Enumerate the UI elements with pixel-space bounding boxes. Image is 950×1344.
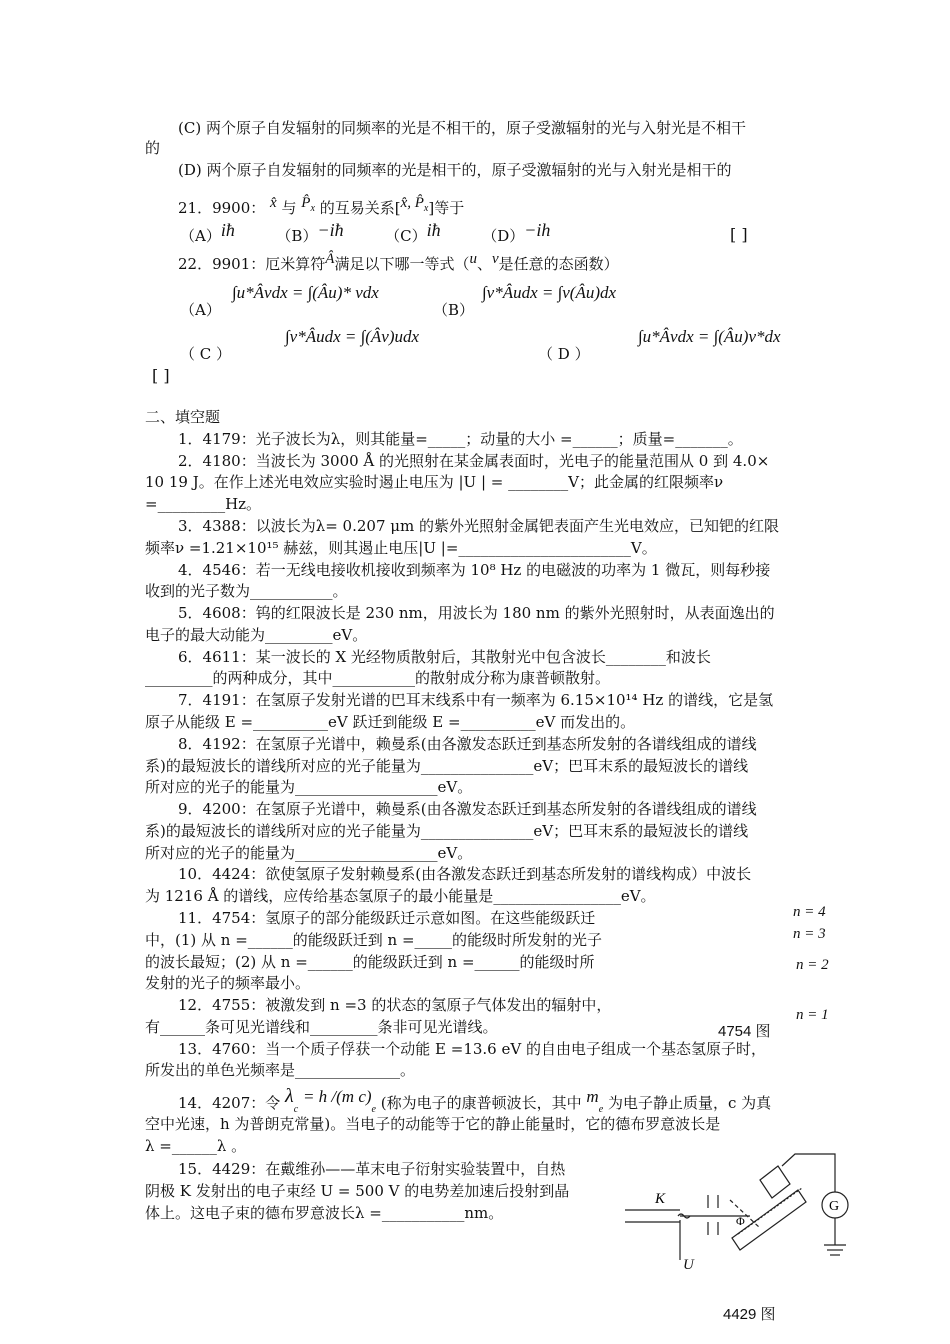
- fill-q8-line2: 系)的最短波长的谱线所对应的光子能量为_______________eV；巴耳末系的最短波长的谱线: [145, 757, 749, 775]
- fill-q5-line1: 5．4608：钨的红限波长是 230 nm，用波长为 180 nm 的紫外光照射时，从表面逸出的: [178, 604, 775, 622]
- fill-q3-line2: 频率ν =1.21×10¹⁵ 赫兹，则其遏止电压|U |=_______________________V。: [145, 539, 657, 557]
- q22-sep: 、: [476, 255, 492, 273]
- level-n4: n = 4: [793, 904, 826, 920]
- detector-wire: [782, 1154, 835, 1192]
- q22-opt-b-label: （B）: [433, 301, 475, 319]
- q14-m: m: [586, 1087, 599, 1106]
- fill-q11-line2: 中，(1) 从 n =______的能级跃迁到 n =_____的能级时所发射的光子: [145, 931, 603, 949]
- q22-stem-end: 是任意的态函数）: [498, 255, 619, 273]
- q22-opt-d-expr: ∫u*Âvdx = ∫(Âu)v*dx: [638, 327, 781, 346]
- q14-lambda: λ: [285, 1085, 294, 1107]
- q21-stem-and: 与: [281, 199, 297, 217]
- fill-q14-line2: 空中光速，h 为普朗克常量)。当电子的动能等于它的静止能量时，它的德布罗意波长是: [145, 1115, 721, 1133]
- fill-q13-line1: 13．4760：当一个质子俘获一个动能 E =13.6 eV 的自由电子组成一个基态氢原子时，: [178, 1040, 766, 1058]
- q21-opt-a-value: iħ: [220, 220, 235, 240]
- fill-q14-line3: λ =______λ 。: [145, 1137, 247, 1155]
- q21-opt-b-label: （B）: [276, 227, 318, 245]
- fill-q7-line2: 原子从能级 E =__________eV 跃迁到能级 E =__________eV 而发出的。: [145, 713, 636, 731]
- fill-q10-line2: 为 1216 Å 的谱线，应传给基态氢原子的最小能量是_________________eV。: [145, 887, 656, 905]
- figure-4754-caption: 4754 图: [718, 1023, 771, 1040]
- level-n1: n = 1: [796, 1007, 829, 1023]
- q14-note: (称为电子的康普顿波长，其中: [380, 1094, 582, 1112]
- fill-q11-line4: 发射的光子的频率最小。: [145, 974, 311, 992]
- option-d-line: (D) 两个原子自发辐射的同频率的光是相干的，原子受激辐射的光与入射光是相干的: [178, 161, 732, 179]
- figure-4429-caption: 4429 图: [723, 1306, 776, 1323]
- q21-number: 21．9900：: [178, 199, 266, 217]
- option-c-line2: 的: [145, 139, 161, 157]
- fill-q3-line1: 3．4388：以波长为λ= 0.207 μm 的紫外光照射金属钯表面产生光电效应，已知钯的红限: [178, 517, 780, 535]
- fill-q15-line2: 阴极 K 发射出的电子束经 U = 500 V 的电势差加速后投射到晶: [145, 1182, 570, 1200]
- fill-q13-line2: 所发出的单色光频率是______________。: [145, 1061, 416, 1079]
- q21-opt-c-label: （C）: [385, 227, 427, 245]
- q21-opt-a-label: （A）: [180, 227, 221, 245]
- fill-q8-line3: 所对应的光子的能量为___________________eV。: [145, 778, 473, 796]
- fill-q9-line3: 所对应的光子的能量为___________________eV。: [145, 844, 473, 862]
- p-hat-operator: $P̂_x$: [301, 195, 315, 214]
- fill-q2-line3: =_________Hz。: [145, 495, 262, 513]
- q21-answer-bracket[interactable]: [ ]: [730, 225, 748, 244]
- fill-q2-line2: 10 19 J。在作上述光电效应实验时遏止电压为 |U | = ________V；此金属的红限频率ν: [145, 473, 724, 491]
- normal-line: [730, 1200, 760, 1228]
- q21-stem-relation: 的互易关系[: [319, 199, 401, 217]
- q22-opt-c-label: （ C ）: [180, 345, 232, 363]
- level-n2: n = 2: [796, 957, 829, 973]
- fill-q9-line2: 系)的最短波长的谱线所对应的光子能量为_______________eV；巴耳末系的最短波长的谱线: [145, 822, 749, 840]
- q21-opt-c-value: iħ: [426, 220, 441, 240]
- q14-formula: = h /(m c): [302, 1087, 372, 1106]
- q21-opt-d-label: （D）: [482, 227, 525, 245]
- q21-opt-b-value: −iħ: [317, 220, 344, 240]
- fill-q15-line1: 15．4429：在戴维孙——革末电子衍射实验装置中，自热: [178, 1160, 566, 1178]
- q22-opt-a-label: （A）: [180, 301, 221, 319]
- q14-m-sub: e: [598, 1104, 604, 1115]
- label-u: U: [683, 1257, 694, 1273]
- fill-q8-line1: 8．4192：在氢原子光谱中，赖曼系(由各激发态跃迁到基态所发射的各谱线组成的谱线: [178, 735, 757, 753]
- q21-options: [180, 220, 551, 246]
- a-hat-operator: Â: [325, 251, 335, 267]
- fill-q15-line3: 体上。这电子束的德布罗意波长λ =___________nm。: [145, 1204, 504, 1222]
- fill-q5-line2: 电子的最大动能为_________eV。: [145, 626, 368, 644]
- q22-var-v: v: [491, 251, 499, 267]
- fill-q10-line1: 10．4424：欲使氢原子发射赖曼系(由各激发态跃迁到基态所发射的谱线构成）中波长: [178, 865, 752, 883]
- fill-q12-line1: 12．4755：被激发到 n =3 的状态的氢原子气体发出的辐射中，: [178, 996, 612, 1014]
- q14-prefix: 14．4207：令: [178, 1094, 281, 1112]
- level-n3: n = 3: [793, 926, 826, 942]
- q22-var-u: u: [469, 251, 477, 267]
- option-c-line1: (C) 两个原子自发辐射的同频率的光是不相干的，原子受激辐射的光与入射光是不相干: [178, 119, 746, 137]
- fill-q4-line2: 收到的光子数为___________。: [145, 582, 348, 600]
- q22-stem: [178, 251, 619, 275]
- section-title: 二、填空题: [145, 408, 221, 426]
- q14-lambda-sub: c: [293, 1104, 299, 1115]
- fill-q12-line2: 有______条可见光谱线和_________条非可见光谱线。: [145, 1018, 498, 1036]
- q22-opt-b-expr: ∫v*Âudx = ∫v(Âu)dx: [482, 283, 617, 302]
- q22-opt-c-expr: ∫v*Âudx = ∫(Âv)udx: [285, 327, 420, 346]
- q22-opt-d-label: （ D ）: [538, 345, 590, 363]
- x-hat-operator: x̂: [270, 195, 277, 211]
- fill-q6-line2: _________的两种成分，其中___________的散射成分称为康普顿散射。: [145, 669, 611, 687]
- fill-q6-line1: 6．4611：某一波长的 X 光经物质散射后，其散射光中包含波长________和波长: [178, 648, 711, 666]
- davisson-germer-apparatus: [620, 1150, 870, 1270]
- q21-opt-d-value: −ih: [524, 220, 551, 240]
- label-k: K: [655, 1191, 666, 1207]
- q22-opt-a-expr: ∫u*Âvdx = ∫(Âu)* vdx: [232, 283, 379, 302]
- q22-number: 22．9901：厄米算符: [178, 255, 326, 273]
- fill-q7-line1: 7．4191：在氢原子发射光谱的巴耳末线系中有一频率为 6.15×10¹⁴ Hz 的谱线，它是氢: [178, 691, 774, 709]
- fill-q1: 1．4179：光子波长为λ，则其能量=_____；动量的大小 =______；质量=_______。: [178, 430, 743, 448]
- q22-stem-mid: 满足以下哪一等式（: [334, 255, 470, 273]
- fill-q9-line1: 9．4200：在氢原子光谱中，赖曼系(由各激发态跃迁到基态所发射的各谱线组成的谱线: [178, 800, 757, 818]
- label-g: G: [829, 1199, 840, 1214]
- q14-formula-sub: e: [371, 1104, 376, 1115]
- label-phi: Φ: [736, 1214, 745, 1228]
- fill-q11-line3: 的波长最短；(2) 从 n =______的能级跃迁到 n =______的能级时所: [145, 953, 595, 971]
- fill-q11-line1: 11．4754：氢原子的部分能级跃迁示意如图。在这些能级跃迁: [178, 909, 596, 927]
- fill-q4-line1: 4．4546：若一无线电接收机接收到频率为 10⁸ Hz 的电磁波的功率为 1 微瓦，则每秒接: [178, 561, 771, 579]
- q21-stem-equals: ]等于: [428, 199, 465, 217]
- q22-answer-bracket[interactable]: [ ]: [152, 366, 170, 385]
- commutator-expr: x̂, $P̂_x$: [400, 195, 429, 214]
- fill-q2-line1: 2．4180：当波长为 3000 Å 的光照射在某金属表面时，光电子的能量范围从 0 到 4.0×: [178, 452, 770, 470]
- detector: [760, 1166, 790, 1198]
- q14-note2: 为电子静止质量，c 为真: [607, 1094, 772, 1112]
